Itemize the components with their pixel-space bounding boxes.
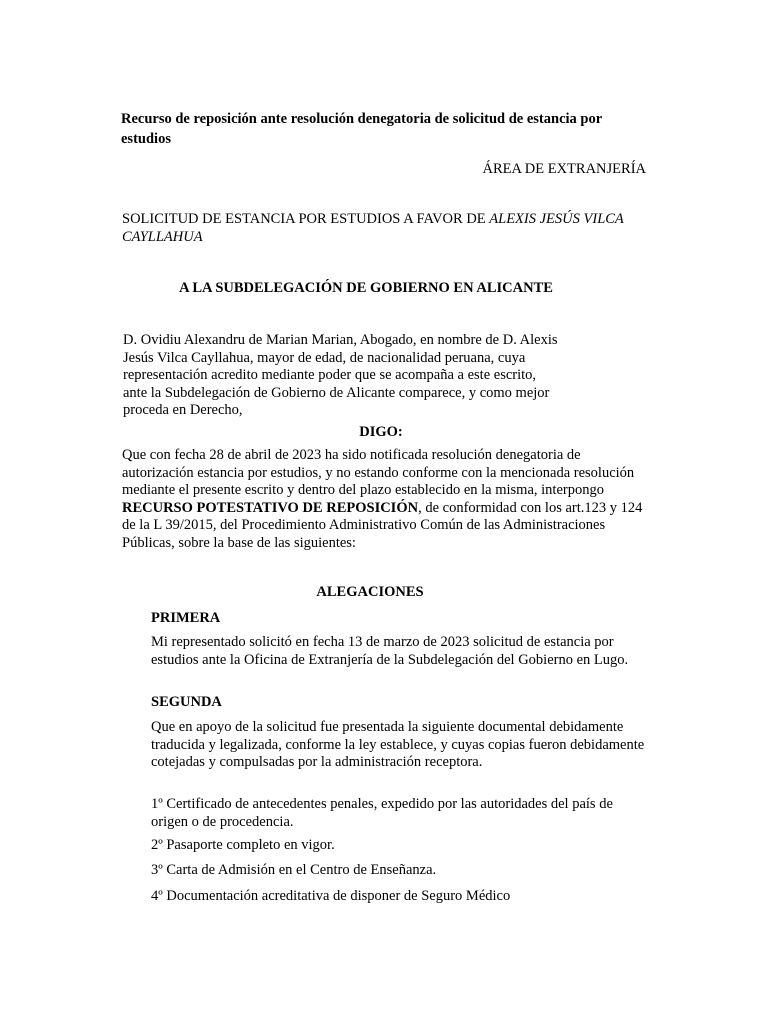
segunda-heading: SEGUNDA (151, 694, 222, 710)
primera-text: Mi representado solicitó en fecha 13 de marzo de 2023 solicitud de estancia por estudios ante la Oficina de Extranjería de la Subdelegación del Gobierno en Lugo. (151, 634, 629, 668)
applicant-name: ALEXIS JESÚS VILCA CAYLLAHUA (122, 211, 624, 245)
alegaciones-heading: ALEGACIONES (316, 584, 424, 600)
document-item: 1º Certificado de antecedentes penales, expedido por las autoridades del país de origen o de procedencia. (151, 796, 613, 830)
document-item: 2º Pasaporte completo en vigor. (151, 837, 335, 853)
segunda-text: Que en apoyo de la solicitud fue presentada la siguiente documental debidamente traducida y legalizada, conforme la ley establece, y cuyas copias fueron debidamente cotejadas y compulsadas por la administración receptora. (151, 719, 645, 770)
document-item: 3º Carta de Admisión en el Centro de Enseñanza. (151, 862, 437, 878)
primera-heading: PRIMERA (151, 610, 221, 626)
intro-paragraph: D. Ovidiu Alexandru de Marian Marian, Abogado, en nombre de D. Alexis Jesús Vilca Cayllahua, mayor de edad, de nacionalidad peruana, cuya representación acredito mediante poder que se acompaña a este escrito, ante la Subdelegación de Gobierno de Alicante comparece, y como mejor proceda en Derecho, (123, 332, 558, 418)
recurso-bold: RECURSO POTESTATIVO DE REPOSICIÓN (122, 499, 419, 516)
solicitud-line (122, 211, 642, 246)
solicitud-prefix: SOLICITUD DE ESTANCIA POR ESTUDIOS A FAVOR DE (122, 211, 490, 227)
document-item: 4º Documentación acreditativa de disponer de Seguro Médico (151, 888, 511, 904)
document-title: Recurso de reposición ante resolución denegatoria de solicitud de estancia por estudios (121, 111, 602, 147)
digo-heading: DIGO: (359, 424, 403, 440)
area-heading: ÁREA DE EXTRANJERÍA (482, 161, 646, 177)
que-paragraph (122, 447, 648, 552)
addressee-heading: A LA SUBDELEGACIÓN DE GOBIERNO EN ALICANTE (179, 280, 553, 296)
que-text-2: , de conformidad con los art.123 y 124 de la L 39/2015, del Procedimiento Administrativo Común de las Administraciones Públicas, sobre la base de las siguientes: (122, 499, 643, 551)
que-text-1: Que con fecha 28 de abril de 2023 ha sido notificada resolución denegatoria de autorización estancia por estudios, y no estando conforme con la mencionada resolución mediante el presente escrito y dentro del plazo establecido en la misma, interpongo (122, 447, 635, 498)
